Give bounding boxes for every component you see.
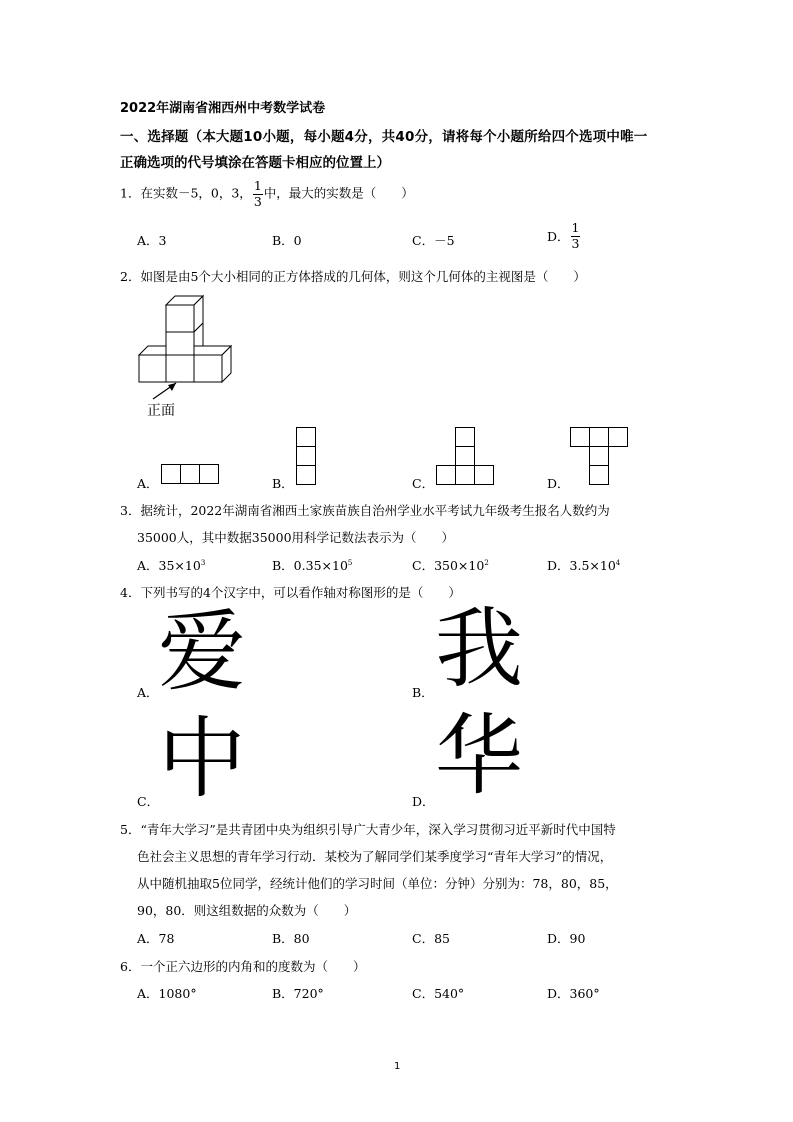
q4-char-ai: 爱 bbox=[158, 600, 247, 703]
q3-option-a-exp: 3 bbox=[200, 558, 206, 567]
page-title: 2022年湖南省湘西州中考数学试卷 bbox=[120, 101, 326, 116]
question-4-stem: 4．下列书写的4个汉字中，可以看作轴对称图形的是（ ） bbox=[120, 585, 461, 600]
q2-option-a-label: A． bbox=[137, 476, 159, 491]
q5-option-d: D．90 bbox=[547, 931, 586, 946]
q2-option-d-figure bbox=[570, 427, 630, 487]
q1-fraction bbox=[253, 180, 263, 208]
q1-option-d bbox=[547, 222, 581, 250]
q5-option-b: B．80 bbox=[272, 931, 310, 946]
section-heading-line1: 一、选择题（本大题10小题，每小题4分，共40分，请将每个小题所给四个选项中唯一 bbox=[120, 129, 648, 145]
q4-char-wo: 我 bbox=[435, 597, 524, 700]
q3-option-d bbox=[547, 556, 620, 574]
q3-option-d-base: D．3.5×10 bbox=[547, 558, 616, 573]
q2-option-b-label: B． bbox=[272, 476, 294, 491]
q2-option-a-figure bbox=[161, 464, 221, 486]
q6-option-c: C．540° bbox=[412, 986, 465, 1001]
q2-option-b-figure bbox=[296, 427, 318, 487]
q4-option-d-label: D． bbox=[412, 794, 435, 809]
q3-option-b bbox=[272, 556, 352, 574]
question-2-stem: 2．如图是由5个大小相同的正方体搭成的几何体，则这个几何体的主视图是（ ） bbox=[120, 269, 586, 284]
q3-option-a-base: A．35×10 bbox=[137, 558, 201, 573]
q3-option-b-exp: 5 bbox=[347, 558, 353, 567]
q1-stem-b: 中，最大的实数是（ ） bbox=[263, 185, 414, 201]
page-number: 1 bbox=[394, 1061, 401, 1072]
q2-option-c-label: C． bbox=[412, 476, 435, 491]
q1-option-c: C．－5 bbox=[412, 233, 455, 248]
q2-option-c-figure bbox=[436, 427, 496, 487]
q1-option-d-fraction bbox=[571, 222, 581, 250]
q4-char-hua: 华 bbox=[435, 704, 524, 807]
q3-option-c-exp: 2 bbox=[484, 558, 489, 567]
q1-option-b: B．0 bbox=[272, 233, 302, 248]
question-1-stem bbox=[120, 180, 414, 208]
q4-option-c-label: C． bbox=[137, 794, 160, 809]
question-5-line3: 从中随机抽取5位同学，经统计他们的学习时间（单位：分钟）分别为：78，80，85， bbox=[137, 876, 618, 891]
question-6-stem: 6．一个正六边形的内角和的度数为（ ） bbox=[120, 959, 366, 974]
q4-option-a-label: A． bbox=[137, 685, 159, 700]
question-5-line2: 色社会主义思想的青年学习行动．某校为了解同学们某季度学习“青年大学习”的情况， bbox=[137, 849, 613, 864]
question-5-line4: 90，80．则这组数据的众数为（ ） bbox=[137, 903, 357, 918]
question-3-line2: 35000人，其中数据35000用科学记数法表示为（ ） bbox=[137, 530, 455, 545]
q3-option-c-base: C．350×10 bbox=[412, 558, 485, 573]
q5-option-c: C．85 bbox=[412, 931, 450, 946]
q1-option-a: A．3 bbox=[137, 233, 167, 248]
section-heading-line2: 正确选项的代号填涂在答题卡相应的位置上） bbox=[120, 155, 390, 171]
q3-option-c bbox=[412, 556, 489, 574]
q3-option-a bbox=[137, 556, 205, 574]
q6-option-d: D．360° bbox=[547, 986, 600, 1001]
q4-option-b-label: B． bbox=[412, 685, 434, 700]
q1-frac-den: 3 bbox=[253, 193, 262, 209]
q1-stem-a: 1．在实数－5，0，3， bbox=[120, 185, 252, 201]
q3-option-d-exp: 4 bbox=[615, 558, 621, 567]
question-3-line1: 3．据统计，2022年湖南省湘西土家族苗族自治州学业水平考试九年级考生报名人数约为 bbox=[120, 503, 610, 518]
q4-char-zhong: 中 bbox=[158, 707, 247, 810]
q6-option-b: B．720° bbox=[272, 986, 324, 1001]
q1-option-d-label: D． bbox=[547, 229, 570, 244]
q1-frac-num: 1 bbox=[253, 178, 262, 193]
question-5-line1: 5．“青年大学习”是共青团中央为组织引导广大青少年，深入学习贯彻习近平新时代中国特 bbox=[120, 822, 616, 837]
q2-option-d-label: D． bbox=[547, 476, 570, 491]
q6-option-a: A．1080° bbox=[137, 986, 197, 1001]
cube-figure bbox=[138, 295, 233, 405]
q5-option-a: A．78 bbox=[137, 931, 175, 946]
q1-optd-den: 3 bbox=[571, 235, 580, 251]
front-label: 正面 bbox=[147, 403, 175, 419]
q1-optd-num: 1 bbox=[571, 220, 580, 235]
q3-option-b-base: B．0.35×10 bbox=[272, 558, 348, 573]
